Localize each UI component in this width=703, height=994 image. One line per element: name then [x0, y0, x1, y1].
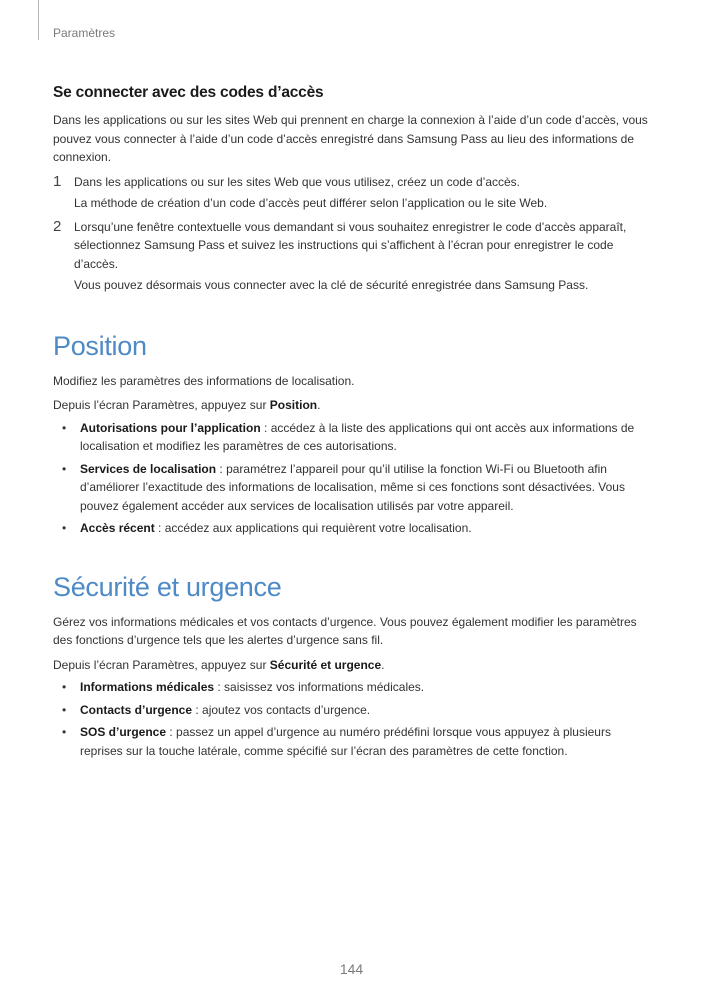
list-item: [53, 678, 651, 697]
step-number: 1: [53, 172, 62, 190]
list-item: [53, 460, 651, 516]
position-options: [53, 419, 651, 538]
margin-rule: [38, 0, 39, 40]
option-label: Services de localisation: [80, 461, 217, 476]
option-label: Contacts d’urgence: [80, 702, 193, 717]
path-suffix: .: [317, 398, 321, 412]
option-text: : passez un appel d’urgence au numéro prédéfini lorsque vous appuyez à plusieurs reprises sur la touche latérale, comme spécifié sur l’écran des paramètres de cette fonction.: [80, 725, 611, 758]
running-header: Paramètres: [53, 26, 116, 40]
list-item: [53, 723, 651, 760]
position-intro: Modifiez les paramètres des informations de localisation.: [53, 373, 355, 388]
step-number: 2: [53, 217, 62, 235]
option-label: Accès récent: [80, 521, 155, 535]
bullet: •: [62, 680, 67, 694]
path-suffix: .: [381, 657, 385, 672]
step-item: [53, 218, 651, 295]
option-text: : ajoutez vos contacts d’urgence.: [192, 702, 371, 717]
path-prefix: Depuis l’écran Paramètres, appuyez sur: [53, 398, 270, 412]
security-intro: Gérez vos informations médicales et vos contacts d’urgence. Vous pouvez également modifier les paramètres des fonctions d’urgence tels que les alertes d’urgence sans fil.: [53, 614, 637, 647]
section-title-security: Sécurité et urgence: [53, 571, 282, 602]
security-path: [53, 656, 651, 675]
bullet: •: [62, 725, 67, 739]
option-text: : paramétrez l’appareil pour qu’il utilise la fonction Wi-Fi ou Bluetooth afin d’améliorer l’exactitude des informations de localisation, même si ces fonctions sont désactivées. Vous pouvez également accéder aux services de localisation utilisés par votre appareil.: [80, 461, 625, 513]
subsection-title: Se connecter avec des codes d’accès: [53, 84, 324, 101]
path-prefix: Depuis l’écran Paramètres, appuyez sur: [53, 657, 270, 672]
subsection-intro: Dans les applications ou sur les sites Web qui prennent en charge la connexion à l’aide d’un code d’accès, vous pouvez vous connecter à l’aide d’un code d’accès enregistré dans Samsung Pass au lieu des informations de connexion.: [53, 113, 648, 164]
bullet: •: [62, 702, 67, 717]
bullet: •: [62, 461, 67, 476]
bullet: •: [62, 521, 67, 535]
position-path: [53, 396, 651, 415]
step-text: Dans les applications ou sur les sites Web que vous utilisez, créez un code d’accès.: [74, 174, 521, 189]
step-note: La méthode de création d’un code d’accès peut différer selon l’application ou le site Web.: [74, 196, 548, 210]
bullet: •: [62, 420, 67, 435]
path-item: Position: [269, 398, 318, 412]
security-options: [53, 678, 651, 760]
step-note: Vous pouvez désormais vous connecter avec la clé de sécurité enregistrée dans Samsung Pass.: [74, 278, 589, 292]
page-content: [53, 84, 651, 764]
option-label: Informations médicales: [80, 680, 215, 694]
option-label: SOS d’urgence: [80, 725, 167, 739]
list-item: [53, 701, 651, 720]
list-item: [53, 419, 651, 456]
step-item: [53, 173, 651, 213]
step-text: Lorsqu’une fenêtre contextuelle vous demandant si vous souhaitez enregistrer le code d’accès apparaît, sélectionnez Samsung Pass et suivez les instructions qui s’affichent à l’écran pour enregistrer le code d’accès.: [74, 219, 627, 271]
section-title-position: Position: [53, 330, 147, 361]
page-number: 144: [339, 961, 364, 977]
list-item: [53, 519, 651, 538]
path-item: Sécurité et urgence: [269, 657, 382, 672]
option-text: : accédez à la liste des applications qui ont accès aux informations de localisation et modifiez les paramètres de ces autorisations.: [80, 420, 635, 453]
option-label: Autorisations pour l’application: [80, 420, 261, 435]
option-text: : accédez aux applications qui requièrent votre localisation.: [154, 521, 472, 535]
passkey-steps: [53, 173, 651, 295]
option-text: : saisissez vos informations médicales.: [214, 680, 425, 694]
